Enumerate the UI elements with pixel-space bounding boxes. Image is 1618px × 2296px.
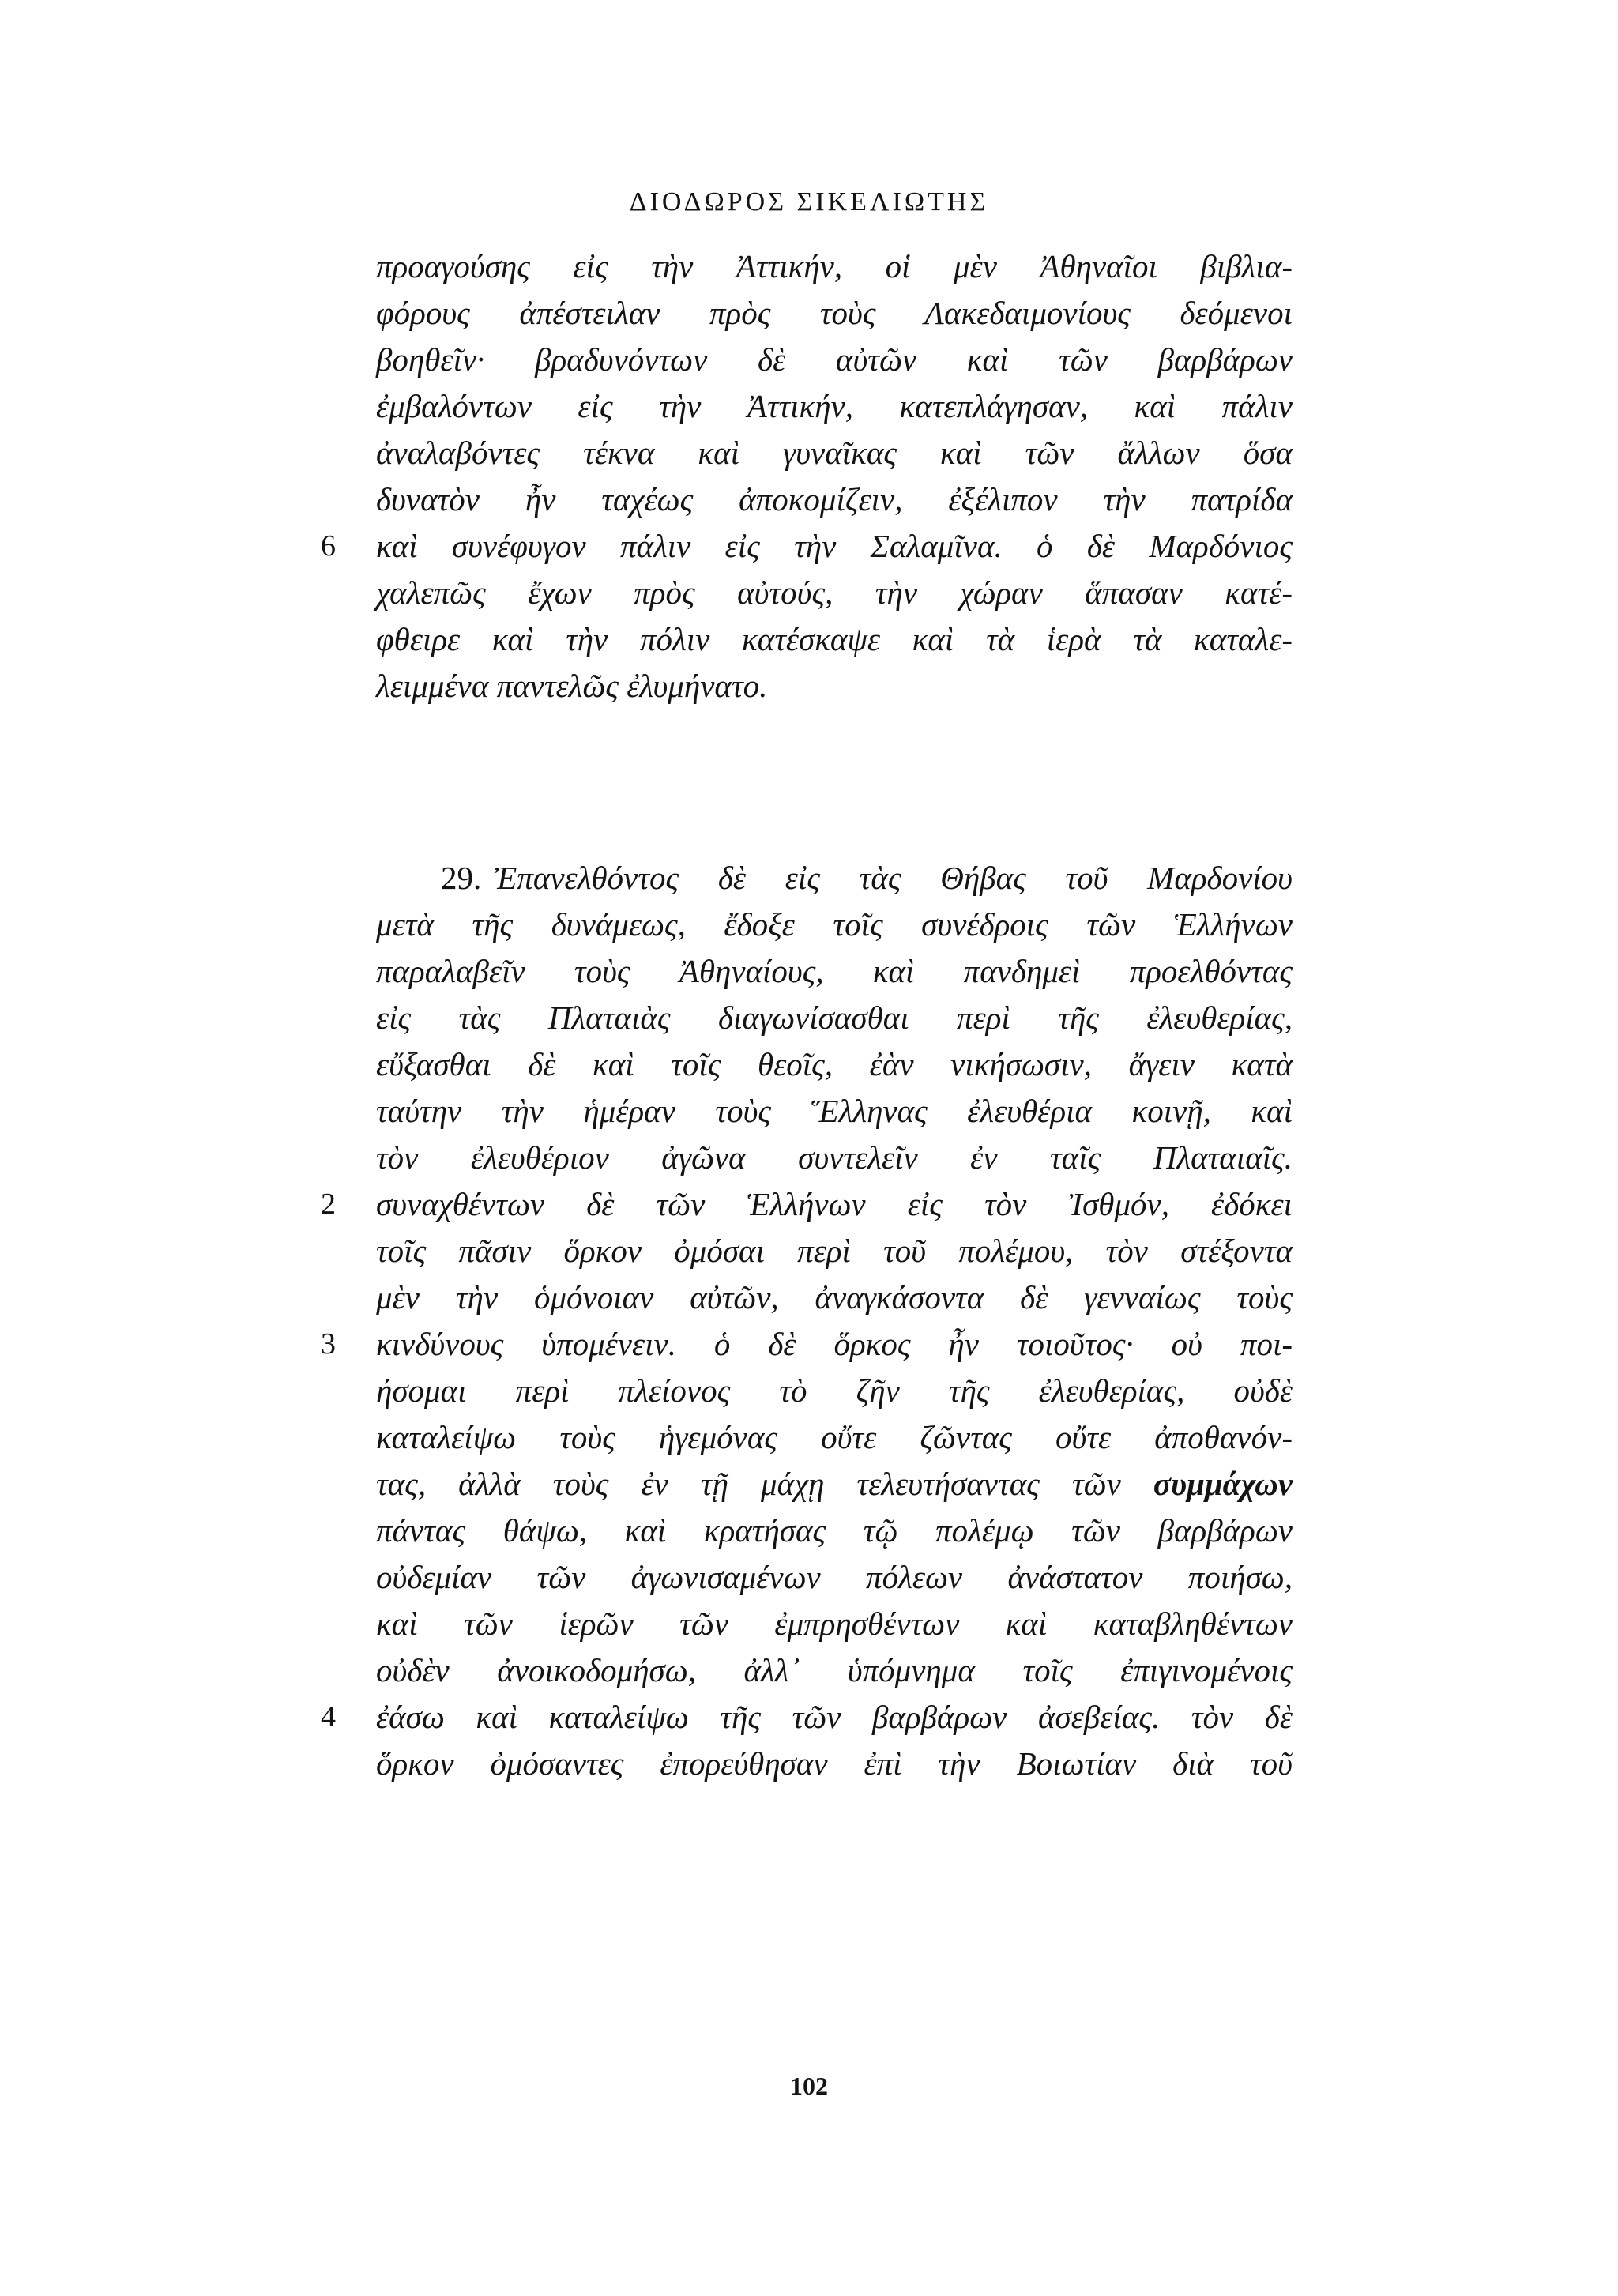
text-line-content: κινδύνους ὑπομένειν. ὁ δὲ ὅρκος ἦν τοιοῦτος· οὐ ποι- [376,1326,1293,1362]
section-number: 3 [321,1327,336,1361]
text-line: πάντας θάψω, καὶ κρατήσας τῷ πολέμῳ τῶν βαρβάρων [376,1512,1293,1549]
text-line-content: καὶ συνέφυγον πάλιν εἰς τὴν Σαλαμῖνα. ὁ δὲ Μαρδόνιος [376,528,1293,564]
text-line: ἐμβαλόντων εἰς τὴν Ἀττικήν, κατεπλάγησαν, καὶ πάλιν [376,388,1293,424]
text-block-chapter-29 [321,855,1293,1787]
text-line-content: Ἐπανελθόντος δὲ εἰς τὰς Θήβας τοῦ Μαρδονίου [494,860,1293,896]
text-line: ήσομαι περὶ πλείονος τὸ ζῆν τῆς ἐλευθερίας, οὐδὲ [376,1372,1293,1409]
bold-word: συμμάχων [1153,1466,1293,1502]
text-line: φόρους ἀπέστειλαν πρὸς τοὺς Λακεδαιμονίους δεόμενοι [376,295,1293,331]
text-line: οὐδὲν ἀνοικοδομήσω, ἀλλ᾽ ὑπόμνημα τοῖς ἐπιγινομένοις [376,1652,1293,1688]
text-line [376,1461,1293,1507]
text-line: τὸν ἐλευθέριον ἀγῶνα συντελεῖν ἐν ταῖς Πλαταιαῖς. [376,1139,1293,1176]
text-line: δυνατὸν ἦν ταχέως ἀποκομίζειν, ἐξέλιπον τὴν πατρίδα [376,481,1293,518]
text-line: καὶ τῶν ἱερῶν τῶν ἐμπρησθέντων καὶ καταβληθέντων [376,1605,1293,1642]
text-line: οὐδεμίαν τῶν ἀγωνισαμένων πόλεων ἀνάστατον ποιήσω, [376,1559,1293,1595]
text-line: μὲν τὴν ὁμόνοιαν αὐτῶν, ἀναγκάσοντα δὲ γενναίως τοὺς [376,1279,1293,1315]
text-line: ταύτην τὴν ἡμέραν τοὺς Ἕλληνας ἐλευθέρια κοινῇ, καὶ [376,1093,1293,1129]
text-line: εἰς τὰς Πλαταιὰς διαγωνίσασθαι περὶ τῆς ἐλευθερίας, [376,999,1293,1036]
text-line: βοηθεῖν· βραδυνόντων δὲ αὐτῶν καὶ τῶν βαρβάρων [376,341,1293,378]
text-line: εὔξασθαι δὲ καὶ τοῖς θεοῖς, ἐὰν νικήσωσιν, ἄγειν κατὰ [376,1046,1293,1082]
text-line: ὅρκον ὀμόσαντες ἐπορεύθησαν ἐπὶ τὴν Βοιωτίαν διὰ τοῦ [376,1745,1293,1782]
text-line: λειμμένα παντελῶς ἐλυμήνατο. [376,668,768,704]
text-line: χαλεπῶς ἔχων πρὸς αὐτούς, τὴν χώραν ἅπασαν κατέ- [376,574,1293,611]
section-number: 2 [321,1188,336,1221]
text-line: φθειρε καὶ τὴν πόλιν κατέσκαψε καὶ τὰ ἱερὰ τὰ καταλε- [376,621,1293,657]
text-block-chapter-28-end [321,243,1293,710]
section-number: 6 [321,529,336,563]
text-line-content: ἐάσω καὶ καταλείψω τῆς τῶν βαρβάρων ἀσεβείας. τὸν δὲ [376,1699,1293,1735]
page-number: 102 [790,2072,828,2100]
text-line-content: συναχθέντων δὲ τῶν Ἑλλήνων εἰς τὸν Ἰσθμόν, ἐδόκει [376,1186,1293,1222]
text-line-content: τας, ἀλλὰ τοὺς ἐν τῇ μάχῃ τελευτήσαντας τῶν [376,1466,1121,1502]
text-line: παραλαβεῖν τοὺς Ἀθηναίους, καὶ πανδημεὶ προελθόντας [376,953,1293,989]
text-line-with-section-number [321,523,1293,570]
text-line: τοῖς πᾶσιν ὅρκον ὀμόσαι περὶ τοῦ πολέμου, τὸν στέξοντα [376,1233,1293,1269]
text-line: μετὰ τῆς δυνάμεως, ἔδοξε τοῖς συνέδροις τῶν Ἑλλήνων [376,906,1293,943]
text-line: ἀναλαβόντες τέκνα καὶ γυναῖκας καὶ τῶν ἄλλων ὅσα [376,435,1293,471]
text-line: καταλείψω τοὺς ἡγεμόνας οὔτε ζῶντας οὔτε ἀποθανόν- [376,1419,1293,1455]
running-title: ΔΙΟΔΩΡΟΣ ΣΙΚΕΛΙΩΤΗΣ [629,187,989,216]
chapter-opening-line [376,855,1293,901]
chapter-number: 29. [441,860,482,896]
text-line-with-section-number [321,1321,1293,1368]
text-line: προαγούσης εἰς τὴν Ἀττικήν, οἱ μὲν Ἀθηναῖοι βιβλια- [376,248,1293,284]
section-number: 4 [321,1700,336,1733]
text-line-with-section-number [321,1694,1293,1741]
text-line-with-section-number [321,1181,1293,1228]
